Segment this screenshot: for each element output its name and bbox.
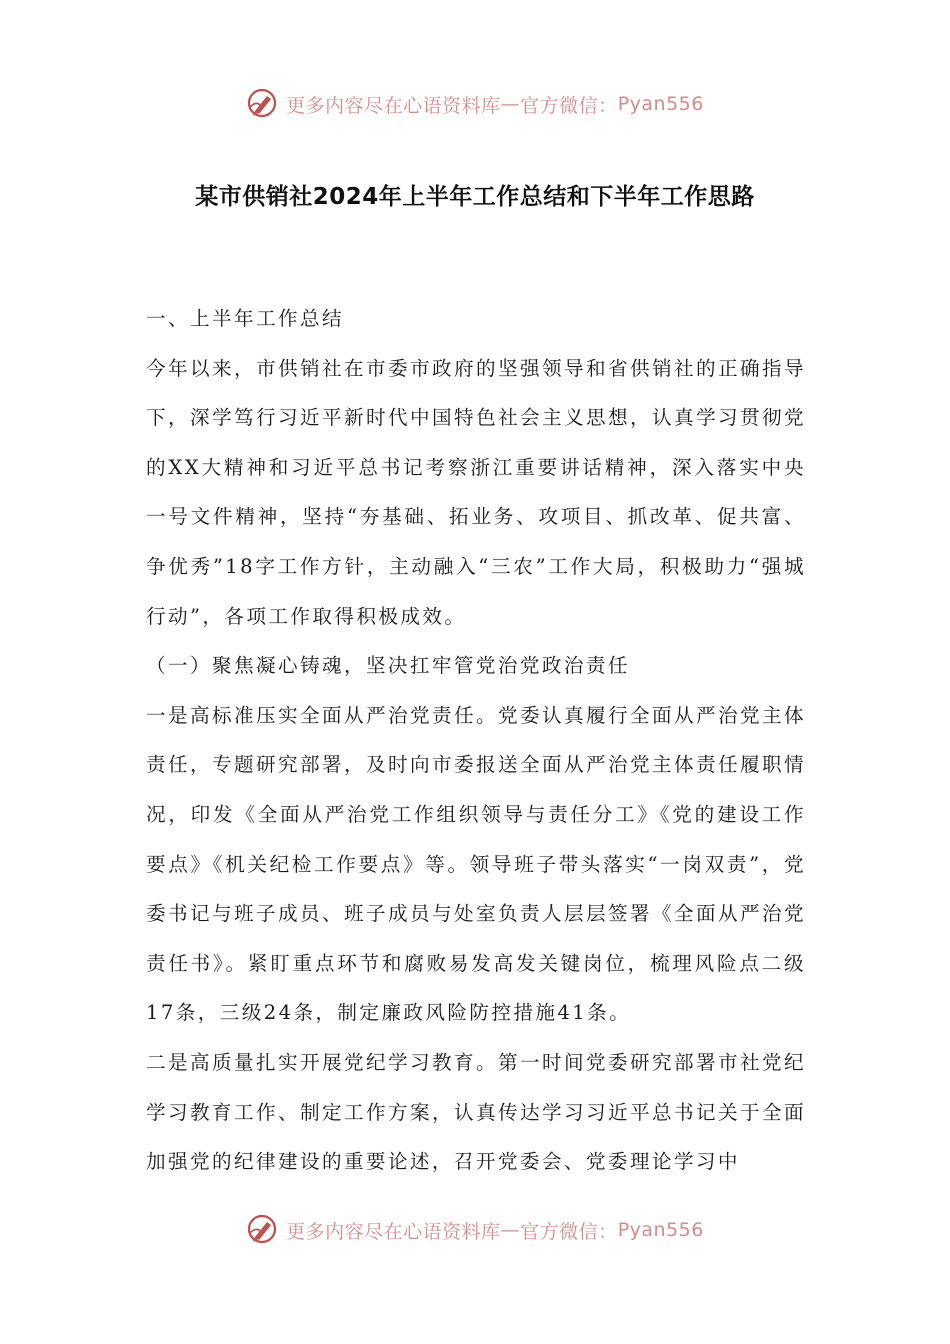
footer-watermark — [0, 1210, 950, 1250]
subsection-heading: （一）聚焦凝心铸魂，坚决扛牢管党治党政治责任 — [146, 654, 630, 678]
watermark-dash: — — [500, 1219, 521, 1241]
watermark-main-text: 更多内容尽在心语资料库 — [286, 1220, 501, 1243]
pen-nib-logo-icon — [246, 1213, 280, 1247]
intro-paragraph: 今年以来，市供销社在市委市政府的坚强领导和省供销社的正确指导下，深学笃行习近平新时代中国特色社会主义思想，认真学习贯彻党的XX大精神和习近平总书记考察浙江重要讲话精神，深入落实中央一号文件精神，坚持“夯基础、拓业务、攻项目、抓改革、促共富、争优秀”18字工作方针，主动融入“三农”工作大局，积极助力“强城行动”，各项工作取得积极成效。 — [146, 356, 806, 628]
watermark-wechat-label: 官方微信： — [520, 1220, 618, 1243]
header-watermark — [0, 84, 950, 124]
pen-nib-logo-icon — [246, 87, 280, 121]
watermark-dash: — — [500, 93, 521, 115]
point-one-paragraph: 一是高标准压实全面从严治党责任。党委认真履行全面从严治党主体责任，专题研究部署，及时向市委报送全面从严治党主体责任履职情况，印发《全面从严治党工作组织领导与责任分工》《党的建设工作要点》《机关纪检工作要点》等。领导班子带头落实“一岗双责”，党委书记与班子成员、班子成员与处室负责人层层签署《全面从严治党责任书》。紧盯重点环节和腐败易发高发关键岗位，梳理风险点二级17条，三级24条，制定廉政风险防控措施41条。 — [146, 703, 806, 1025]
document-title: 某市供销社2024年上半年工作总结和下半年工作思路 — [195, 184, 755, 210]
watermark-main-text: 更多内容尽在心语资料库 — [286, 94, 501, 117]
watermark-wechat-id: Pyan556 — [617, 93, 704, 115]
section-heading: 一、上半年工作总结 — [146, 307, 344, 330]
watermark-wechat-id: Pyan556 — [617, 1219, 704, 1241]
point-two-paragraph: 二是高质量扎实开展党纪学习教育。第一时间党委研究部署市社党纪学习教育工作、制定工作方案，认真传达学习习近平总书记关于全面加强党的纪律建设的重要论述，召开党委会、党委理论学习中 — [146, 1050, 806, 1174]
watermark-wechat-label: 官方微信： — [520, 94, 618, 117]
document-body — [146, 294, 806, 1187]
